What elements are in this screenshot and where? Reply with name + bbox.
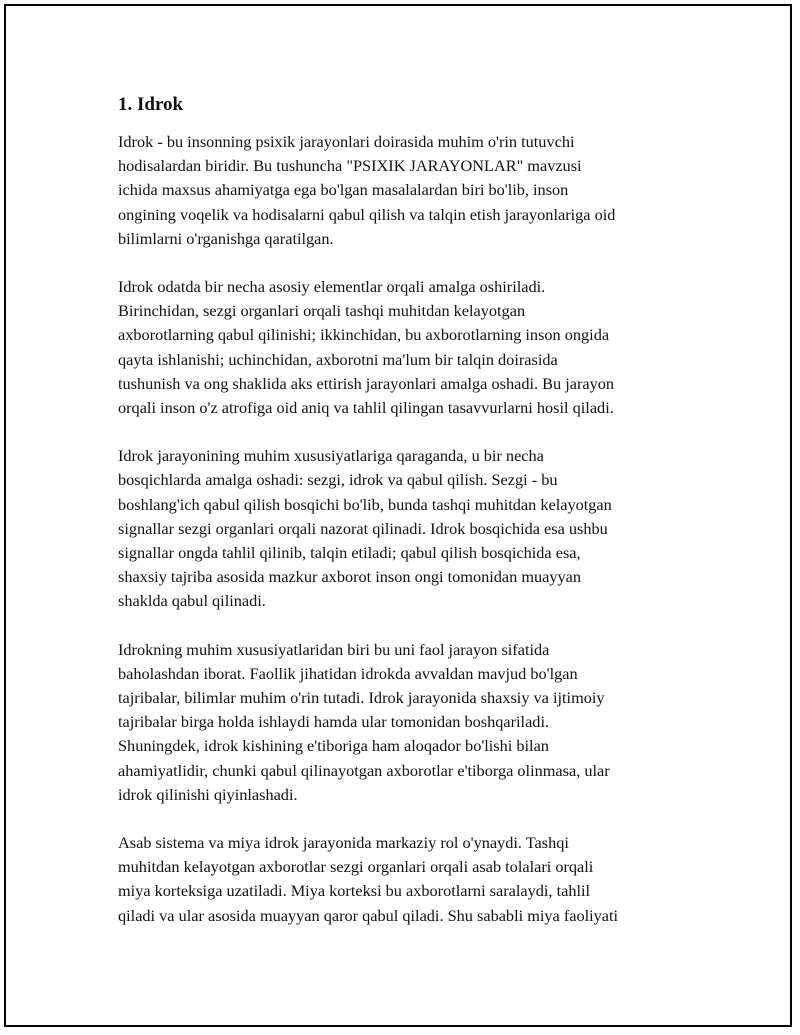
text-line: boshlang'ich qabul qilish bosqichi bo'lib, bunda tashqi muhitdan kelayotgan bbox=[118, 494, 612, 514]
text-line: orqali inson o'z atrofiga oid aniq va tahlil qilingan tasavvurlarni hosil qiladi. bbox=[118, 398, 614, 418]
text-line: bilimlarni o'rganishga qaratilgan. bbox=[118, 228, 334, 248]
text-line: Idrok - bu insonning psixik jarayonlari doirasida muhim o'rin tutuvchi bbox=[118, 132, 575, 151]
text-line: Idrok odatda bir necha asosiy elementlar orqali amalga oshiriladi. bbox=[118, 277, 546, 297]
text-line: qiladi va ular asosida muayyan qaror qabul qiladi. Shu sababli miya faoliyati bbox=[118, 905, 619, 925]
text-line: qayta ishlanishi; uchinchidan, axborotni ma'lum bir talqin doirasida bbox=[118, 349, 558, 369]
text-line: baholashdan iborat. Faollik jihatidan idrokda avvaldan mavjud bo'lgan bbox=[118, 663, 578, 683]
text-line: Asab sistema va miya idrok jarayonida markaziy rol o'ynaydi. Tashqi bbox=[118, 833, 569, 853]
text-line: tajribalar, bilimlar muhim o'rin tutadi. Idrok jarayonida shaxsiy va ijtimoiy bbox=[118, 688, 605, 708]
text-line: muhitdan kelayotgan axborotlar sezgi organlari orqali asab tolalari orqali bbox=[118, 857, 594, 877]
text-line: signallar sezgi organlari orqali nazorat qilinadi. Idrok bosqichida esa ushbu bbox=[118, 518, 608, 538]
text-line: miya korteksiga uzatiladi. Miya korteksi bu axborotlarni saralaydi, tahlil bbox=[118, 881, 591, 901]
text-line: ongining voqelik va hodisalarni qabul qilish va talqin etish jarayonlariga oid bbox=[118, 204, 616, 224]
text-line: tushunish va ong shaklida aks ettirish jarayonlari amalga oshadi. Bu jarayon bbox=[118, 373, 615, 393]
document-body bbox=[118, 92, 698, 952]
paragraph-5 bbox=[118, 831, 698, 928]
text-line: ahamiyatlidir, chunki qabul qilinayotgan axborotlar e'tiborga olinmasa, ular bbox=[118, 760, 610, 780]
section-heading: 1. Idrok bbox=[118, 94, 184, 115]
text-line: Shuningdek, idrok kishining e'tiboriga ham aloqador bo'lishi bilan bbox=[118, 736, 549, 756]
text-line: idrok qilinishi qiyinlashadi. bbox=[118, 784, 298, 804]
text-line: hodisalardan biridir. Bu tushuncha "PSIXIK JARAYONLAR" mavzusi bbox=[118, 156, 582, 176]
text-line: signallar ongda tahlil qilinib, talqin etiladi; qabul qilish bosqichida esa, bbox=[118, 543, 581, 563]
text-line: shaklda qabul qilinadi. bbox=[118, 591, 266, 611]
paragraph-2 bbox=[118, 275, 698, 420]
paragraph-4 bbox=[118, 638, 698, 807]
text-line: bosqichlarda amalga oshadi: sezgi, idrok va qabul qilish. Sezgi - bu bbox=[118, 470, 558, 490]
text-line: Birinchidan, sezgi organlari orqali tashqi muhitdan kelayotgan bbox=[118, 301, 526, 321]
paragraph-3 bbox=[118, 444, 698, 613]
text-line: Idrokning muhim xususiyatlaridan biri bu uni faol jarayon sifatida bbox=[118, 639, 550, 659]
text-line: Idrok jarayonining muhim xususiyatlariga qaraganda, u bir necha bbox=[118, 446, 544, 466]
text-line: shaxsiy tajriba asosida mazkur axborot inson ongi tomonidan muayyan bbox=[118, 567, 582, 587]
paragraph-1 bbox=[118, 130, 698, 251]
text-line: ichida maxsus ahamiyatga ega bo'lgan masalalardan biri bo'lib, inson bbox=[118, 180, 569, 200]
text-line: axborotlarning qabul qilinishi; ikkinchidan, bu axborotlarning inson ongida bbox=[118, 325, 610, 345]
text-line: tajribalar birga holda ishlaydi hamda ular tomonidan boshqariladi. bbox=[118, 712, 550, 732]
